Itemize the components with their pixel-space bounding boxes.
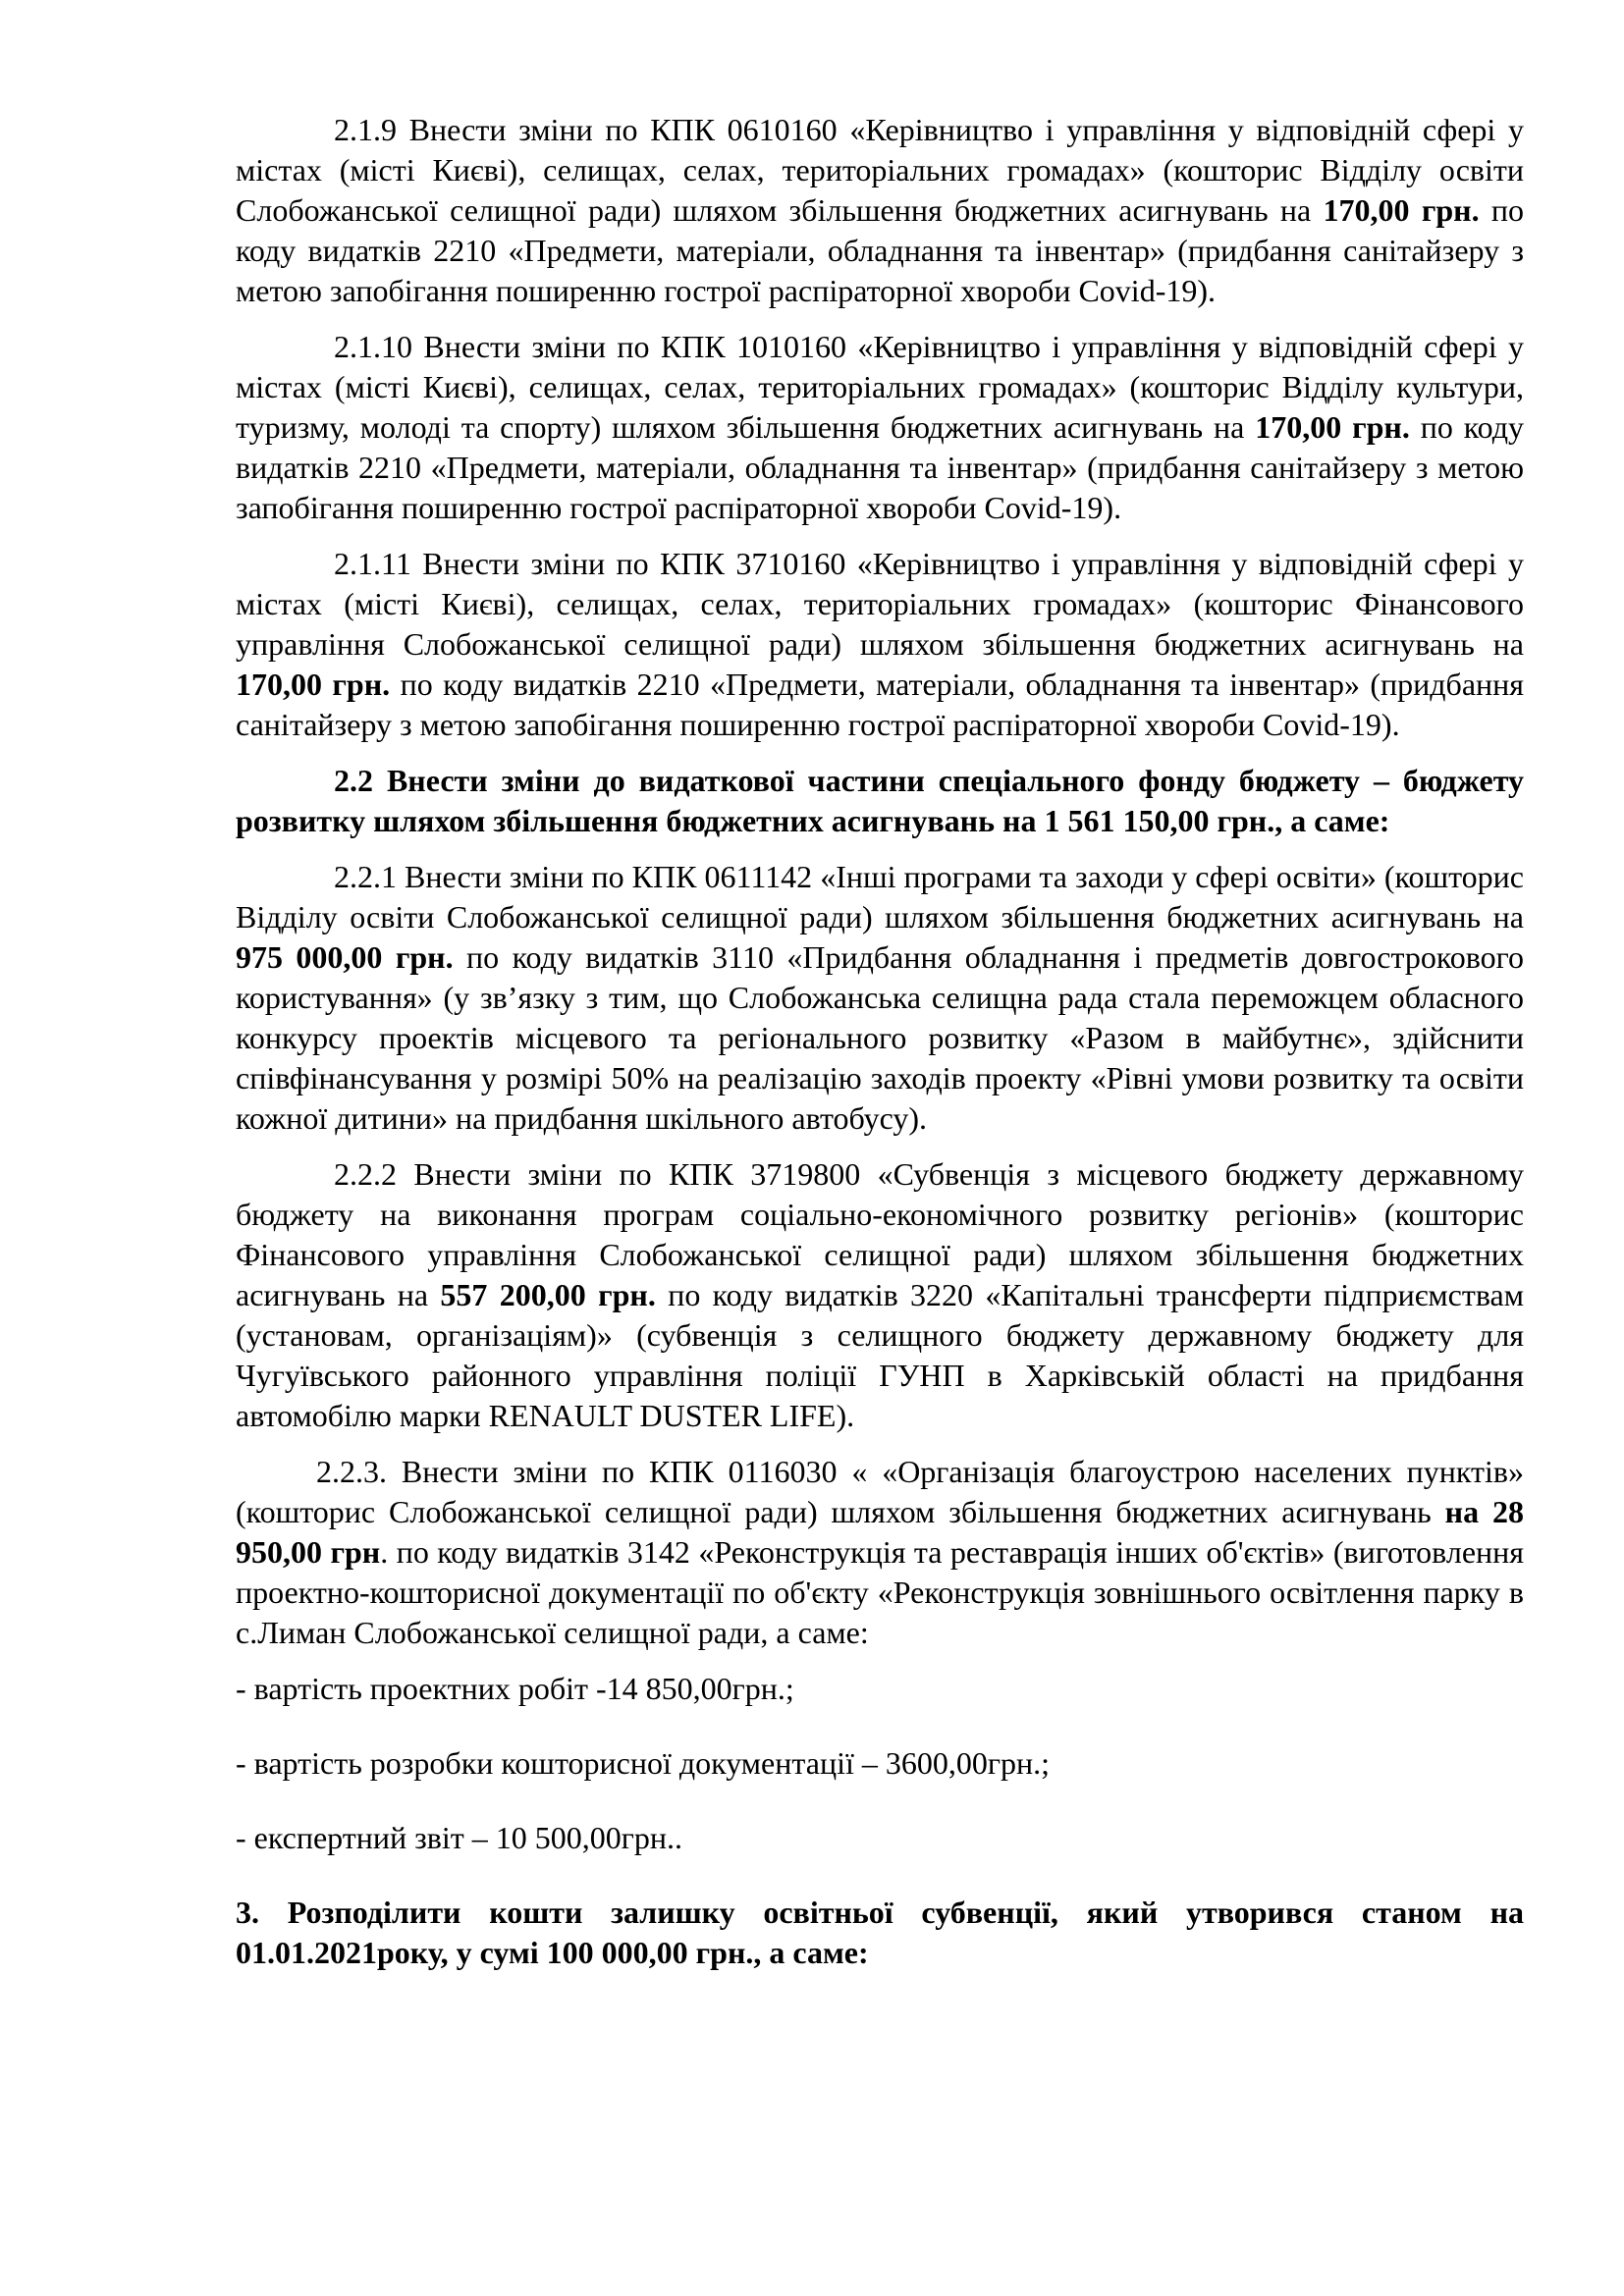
list-item: - експертний звіт – 10 500,00грн..: [236, 1820, 682, 1855]
paragraph-text: 2.2.2 Внести зміни по КПК 3719800 «Субвенція з місцевого бюджету державному бюджету на виконання програм соціально-економічного розвитку регіонів» (кошторис Фінансового управління Слобожанської селищної ради) шляхом збільшення бюджетних асигнувань на: [236, 1156, 1524, 1312]
heading-text: 2.2 Внести зміни до видаткової частини спеціального фонду бюджету – бюджету розвитку шляхом збільшення бюджетних асигнувань на 1 561 150,00 грн., а саме:: [236, 763, 1524, 838]
amount-bold: 557 200,00 грн.: [440, 1277, 656, 1312]
document-page: [236, 110, 1524, 1989]
section-heading-3: [236, 1893, 1524, 1973]
amount-bold: на 28 950,00 грн: [236, 1494, 1525, 1570]
paragraph-text: 2.2.3. Внести зміни по КПК 0116030 « «Організація благоустрою населених пунктів» (кошторис Слобожанської селищної ради) шляхом збільшення бюджетних асигнувань: [236, 1454, 1524, 1529]
paragraph-2-2-2: [236, 1154, 1524, 1436]
list-item: - вартість проектних робіт -14 850,00грн.;: [236, 1671, 794, 1706]
section-heading-2-2: [236, 761, 1524, 841]
amount-bold: 975 000,00 грн.: [236, 939, 454, 975]
paragraph-text: 2.1.11 Внести зміни по КПК 3710160 «Керівництво і управління у відповідній сфері у містах (місті Києві), селищах, селах, територіальних громадах» (кошторис Фінансового управління Слобожанської селищної ради) шляхом збільшення бюджетних асигнувань на: [236, 546, 1524, 662]
paragraph-2-1-11: [236, 544, 1524, 745]
amount-bold: 170,00 грн.: [1255, 409, 1410, 445]
amount-bold: 170,00 грн.: [236, 667, 391, 702]
paragraph-text: 2.2.1 Внести зміни по КПК 0611142 «Інші програми та заходи у сфері освіти» (кошторис Відділу освіти Слобожанської селищної ради) шляхом збільшення бюджетних асигнувань на: [236, 859, 1524, 934]
paragraph-text: по коду видатків 2210 «Предмети, матеріали, обладнання та інвентар» (придбання санітайзеру з метою запобігання поширенню гострої распіраторної хвороби Covid-19).: [236, 192, 1525, 308]
paragraph-text: по коду видатків 3220 «Капітальні трансферти підприємствам (установам, організаціям)» (субвенція з селищного бюджету державному бюджету для Чугуївського районного управління поліції ГУНП в Харківській області на придбання автомобілю марки RENAULT DUSTER LIFE).: [236, 1277, 1525, 1433]
paragraph-text: по коду видатків 3110 «Придбання обладнання і предметів довгострокового користування» (у зв’язку з тим, що Слобожанська селищна рада стала переможцем обласного конкурсу проектів місцевого та регіонального розвитку «Разом в майбутнє», здійснити співфінансування у розмірі 50% на реалізацію заходів проекту «Рівні умови розвитку та освіти кожної дитини» на придбання шкільного автобусу).: [236, 939, 1524, 1136]
paragraph-text: по коду видатків 2210 «Предмети, матеріали, обладнання та інвентар» (придбання санітайзеру з метою запобігання поширенню гострої распіраторної хвороби Covid-19).: [236, 409, 1525, 525]
heading-text: 3. Розподілити кошти залишку освітньої субвенції, який утворився станом на 01.01.2021року, у сумі 100 000,00 грн., а саме:: [236, 1895, 1524, 1970]
paragraph-2-1-10: [236, 327, 1524, 528]
list-item: - вартість розробки кошторисної документації – 3600,00грн.;: [236, 1745, 1050, 1781]
amount-bold: 170,00 грн.: [1323, 192, 1480, 228]
paragraph-2-2-1: [236, 857, 1524, 1139]
paragraph-text: . по коду видатків 3142 «Реконструкція та реставрація інших об'єктів» (виготовлення проектно-кошторисної документації по об'єкту «Реконструкція зовнішнього освітлення парку в с.Лиман Слобожанської селищної ради, а саме:: [236, 1534, 1525, 1650]
paragraph-text: 2.1.10 Внести зміни по КПК 1010160 «Керівництво і управління у відповідній сфері у містах (місті Києві), селищах, селах, територіальних громадах» (кошторис Відділу культури, туризму, молоді та спорту) шляхом збільшення бюджетних асигнувань на: [236, 329, 1524, 445]
paragraph-text: 2.1.9 Внести зміни по КПК 0610160 «Керівництво і управління у відповідній сфері у містах (місті Києві), селищах, селах, територіальних громадах» (кошторис Відділу освіти Слобожанської селищної ради) шляхом збільшення бюджетних асигнувань на: [236, 112, 1524, 228]
paragraph-2-2-3: [236, 1452, 1524, 1653]
paragraph-2-1-9: [236, 110, 1524, 311]
paragraph-text: по коду видатків 2210 «Предмети, матеріали, обладнання та інвентар» (придбання санітайзеру з метою запобігання поширенню гострої распіраторної хвороби Covid-19).: [236, 667, 1525, 742]
